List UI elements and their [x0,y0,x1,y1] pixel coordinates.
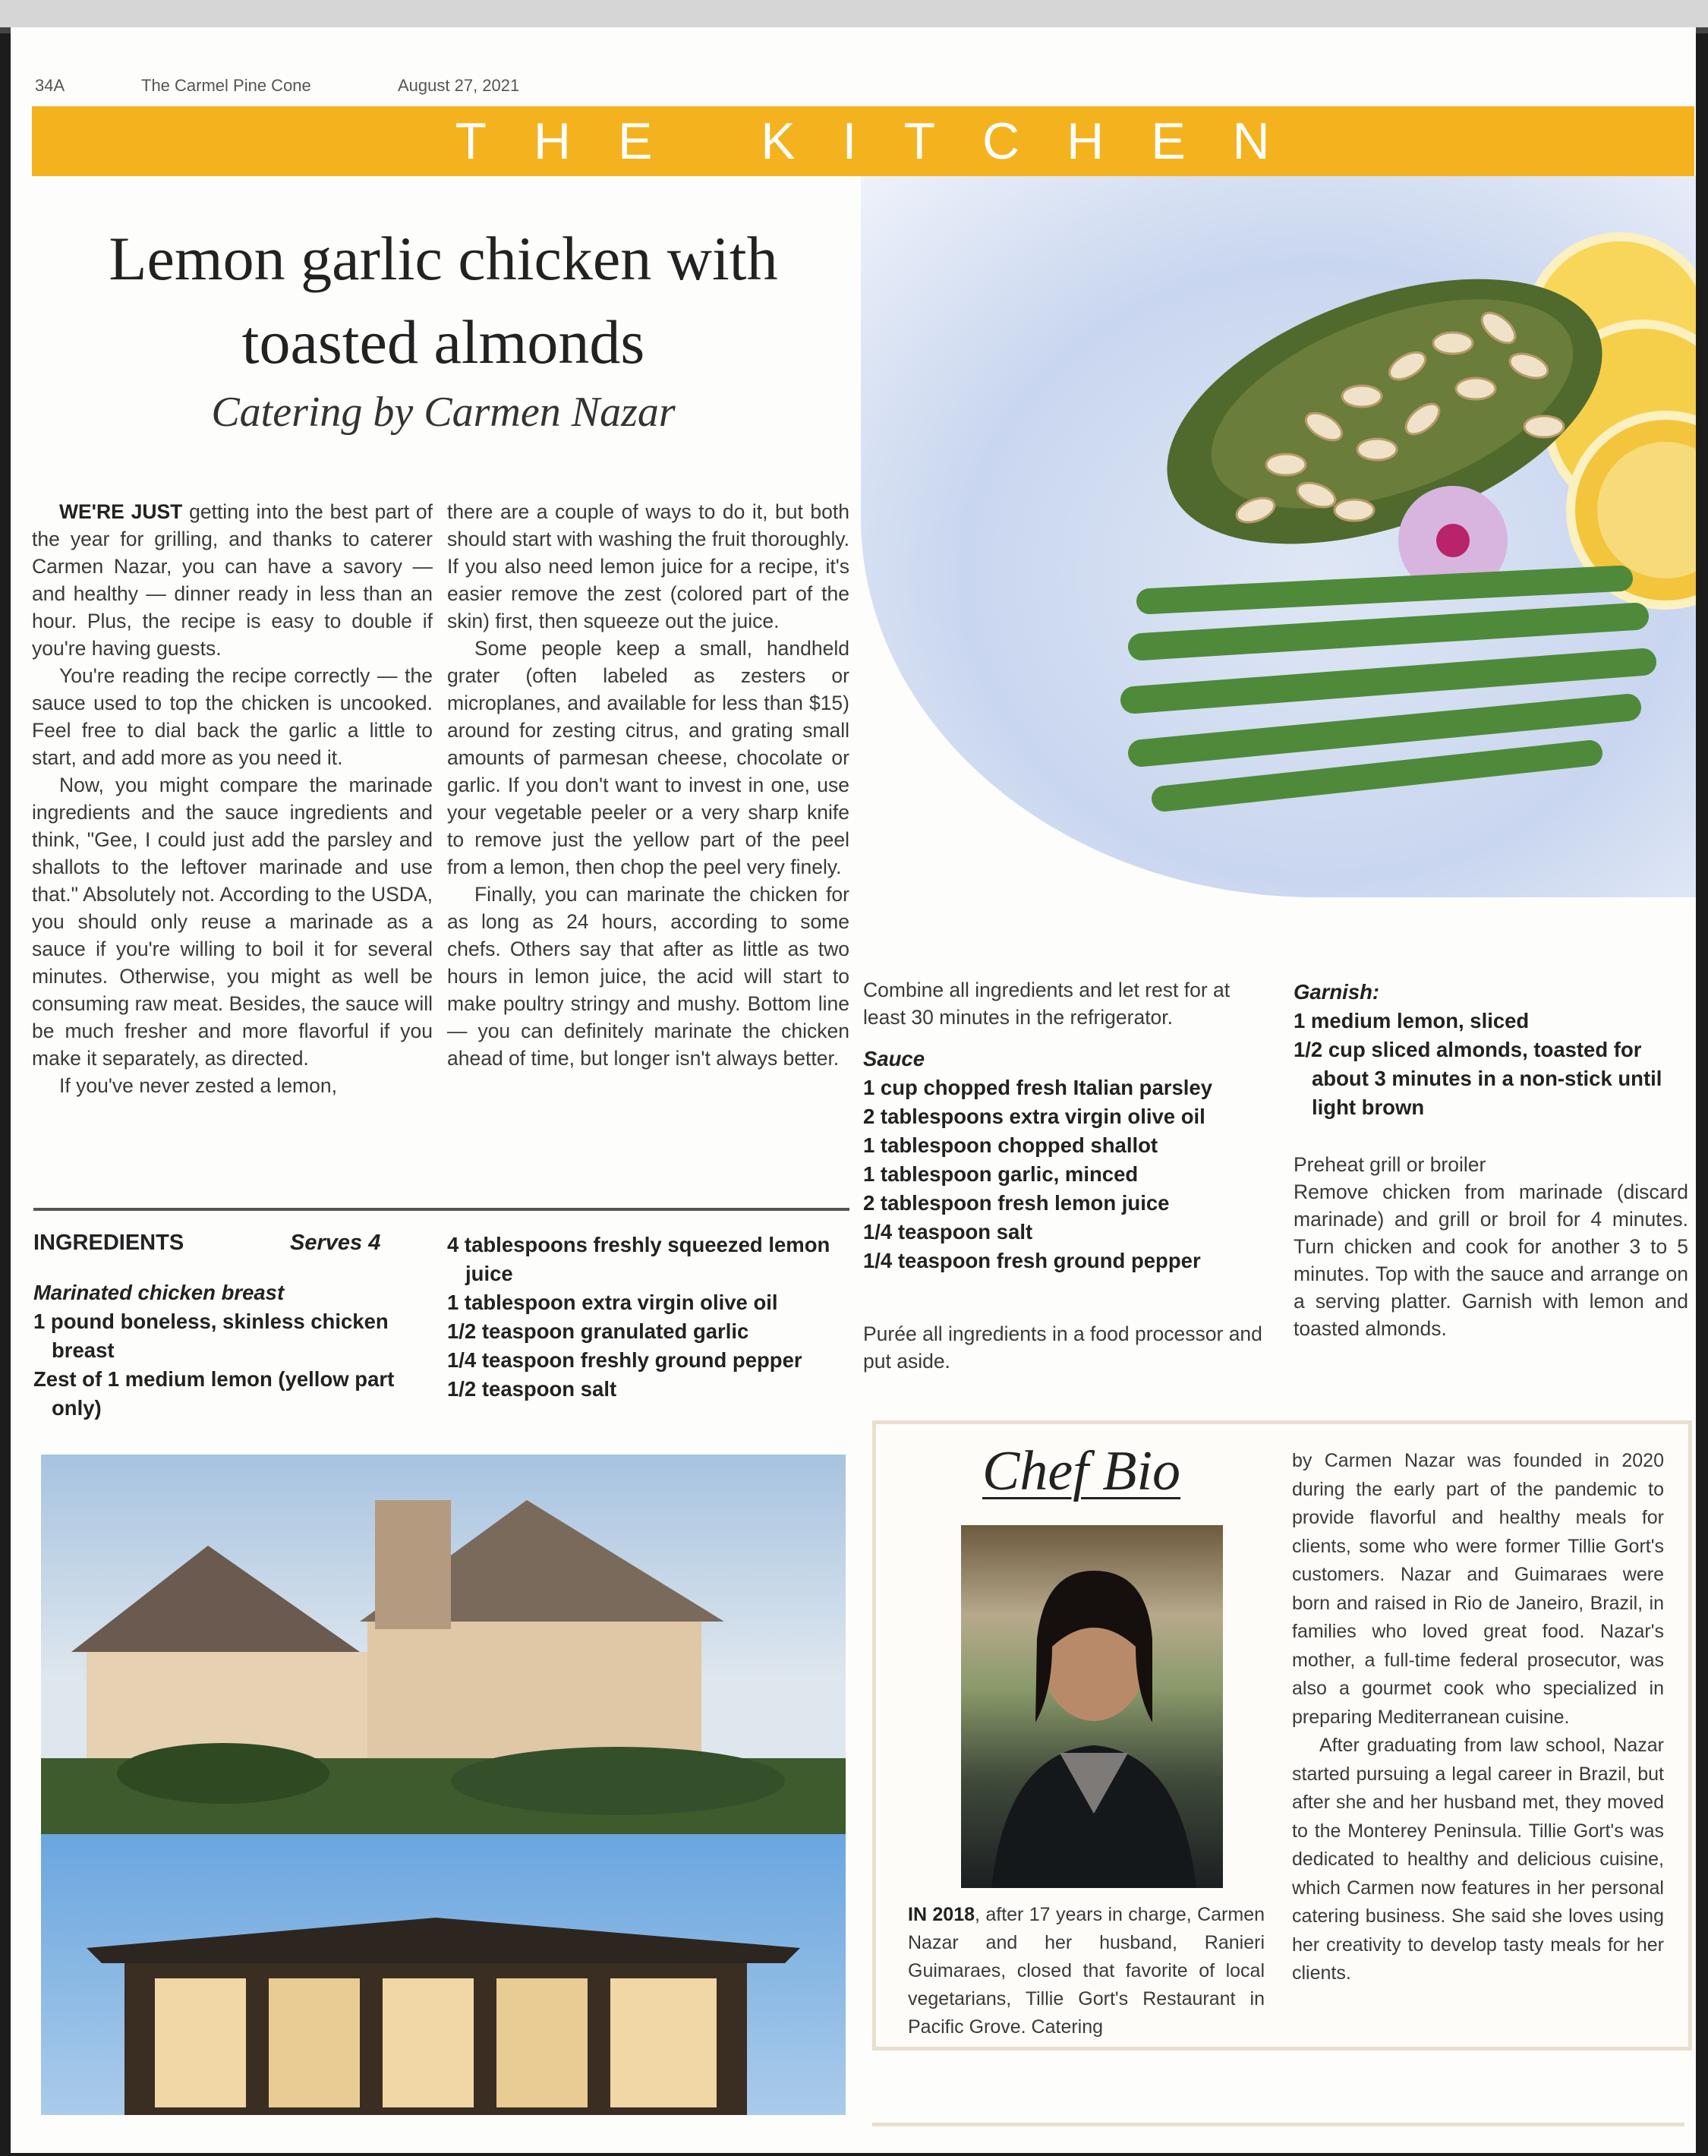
ingredient-item: 2 tablespoons extra virgin olive oil [863,1105,1205,1128]
bio-column-2 [1292,1447,1664,1988]
ingredient-item: 1 tablespoon chopped shallot [863,1133,1158,1157]
newspaper-page [11,27,1696,2153]
paper-name: The Carmel Pine Cone [141,76,311,95]
ingredient-item: Zest of 1 medium lemon (yellow part only) [33,1367,395,1420]
chef-bio-title: Chef Bio [982,1440,1181,1502]
marinade-subheading: Marinated chicken breast [33,1281,285,1304]
directions [1294,1151,1688,1342]
serves-count: Serves 4 [290,1231,381,1255]
article-paragraph: Some people keep a small, handheld grater (often labeled as zesters or microplanes, and available for less than $15) around for zesting citrus, and grating small amounts of parmesan cheese, chocolate or garlic. If you don't want to invest in one, use your vegetable peeler or a very sharp knife to remove just the yellow part of the peel from a lemon, then chop the peel very finely. [447,637,849,878]
article-paragraph: You're reading the recipe correctly — the sauce used to top the chicken is uncooked. Feel free to dial back the garlic a little to start, and add more as you need it. [32,664,433,769]
headline [41,217,846,384]
ingredient-item: 4 tablespoons freshly squeezed lemon juice [447,1233,830,1285]
article-paragraph: Now, you might compare the marinade ingredients and the sauce ingredients and think, "Gee, I could just add the parsley and shallots to the leftover marinade and use that." Absolutely not. According to the USDA, you should only reuse a marinade as a sauce if you're willing to boil it for several minutes. Otherwise, you might as well be consuming raw meat. Besides, the sauce will be much fresher and more flavorful if you make it separately, as directed. [32,774,433,1070]
asparagus-image [1134,578,1643,799]
sauce-list [863,1045,1277,1275]
section-banner [32,106,1694,176]
ingredient-item: 2 tablespoon fresh lemon juice [863,1191,1170,1215]
sauce-subheading: Sauce [863,1047,925,1070]
ingredients-column-2 [447,1231,834,1404]
section-divider [33,1208,849,1211]
page-number: 34A [35,76,65,95]
bio-paragraph: After graduating from law school, Nazar started pursuing a legal career in Brazil, but after she and her husband met, they moved to the Monterey Peninsula. Tillie Gort's was dedicated to healthy and delicious cuisine, which Carmen now features in her personal catering business. She said she loves using her creativity to develop tasty meals for her clients. [1292,1735,1664,1984]
marinade-note: Combine all ingredients and let rest for at least 30 minutes in the refrigerator. [863,979,1231,1029]
directions-step: Preheat grill or broiler [1294,1153,1486,1176]
ingredient-item: 1/2 teaspoon salt [447,1377,617,1401]
article-column-2 [447,498,849,1072]
article-paragraph: getting into the best part of the year for grilling, and thanks to caterer Carmen Nazar, you can have a savory — and healthy — dinner ready in less than an hour. Plus, the recipe is easy to double if you're having guests. [32,500,433,660]
headline-line-2: toasted almonds [241,307,645,377]
article-paragraph: Finally, you can marinate the chicken for as long as 24 hours, according to some chefs. Others say that after as little as two hours in lemon juice, the acid will start to make poultry stringy and mushy. Bottom line — you can definitely marinate the chicken ahead of time, but longer isn't always better. [447,883,849,1070]
house-photo-2 [41,1834,846,2115]
ingredients-column-1 [33,1271,421,1423]
hero-food-photo [861,176,1696,897]
article-paragraph: If you've never zested a lemon, [59,1074,337,1097]
article-lead-in: WE'RE JUST [59,500,183,523]
article-column-1 [32,498,433,1099]
ingredient-item: 1 tablespoon garlic, minced [863,1162,1139,1186]
garnish-list [1294,978,1692,1122]
next-ad-border [872,2123,1684,2153]
sauce-note: Purée all ingredients in a food processor and put aside. [863,1322,1262,1373]
byline: Catering by Carmen Nazar [211,389,676,436]
house-photo-1 [41,1455,846,1834]
section-title: THE KITCHEN [455,112,1317,170]
ingredient-item: 1/2 teaspoon granulated garlic [447,1319,749,1343]
chicken-plate-image [861,176,1696,897]
bio-column-1 [908,1901,1265,2041]
headline-line-1: Lemon garlic chicken with [109,224,778,293]
issue-date: August 27, 2021 [398,76,520,95]
ingredient-item: 1 tablespoon extra virgin olive oil [447,1291,778,1314]
ingredient-item: 1/4 teaspoon freshly ground pepper [447,1348,802,1372]
article-paragraph: there are a couple of ways to do it, but both should start with washing the fruit thoroughly. If you also need lemon juice for a recipe, it's easier remove the zest (colored part of the skin) first, then squeeze out the juice. [447,500,849,632]
bio-paragraph: , after 17 years in charge, Carmen Nazar and her husband, Ranieri Guimaraes, closed that favorite of local vegetarians, Tillie Gort's Restaurant in Pacific Grove. Catering [908,1904,1265,2038]
ingredient-item: 1 cup chopped fresh Italian parsley [863,1076,1212,1099]
directions-step: Remove chicken from marinade (discard marinade) and grill or broil for 4 minutes. Turn chicken and cook for another 3 to 5 minutes. Top with the sauce and arrange on a serving platter. Garnish with lemon and toasted almonds. [1294,1180,1688,1340]
ingredient-item: 1/4 teaspoon salt [863,1220,1033,1243]
ingredient-item: 1/4 teaspoon fresh ground pepper [863,1249,1201,1272]
ingredient-item: 1/2 cup sliced almonds, toasted for about 3 minutes in a non-stick until light brown [1294,1038,1662,1119]
ingredient-item: 1 pound boneless, skinless chicken breast [33,1310,389,1362]
bio-paragraph: by Carmen Nazar was founded in 2020 during the early part of the pandemic to provide flavorful and healthy meals for clients, some who were former Tillie Gort's customers. Nazar and Guimaraes were born and raised in Rio de Janeiro, Brazil, in families who loved great food. Nazar's mother, a full-time federal prosecutor, was also a gourmet cook who specialized in preparing Mediterranean cuisine. [1292,1450,1664,1728]
chef-portrait-photo [961,1525,1223,1888]
ingredients-heading: INGREDIENTS [33,1231,184,1255]
bio-lead-in: IN 2018 [908,1904,975,1925]
garnish-subheading: Garnish: [1294,980,1380,1004]
ingredient-item: 1 medium lemon, sliced [1294,1009,1530,1032]
